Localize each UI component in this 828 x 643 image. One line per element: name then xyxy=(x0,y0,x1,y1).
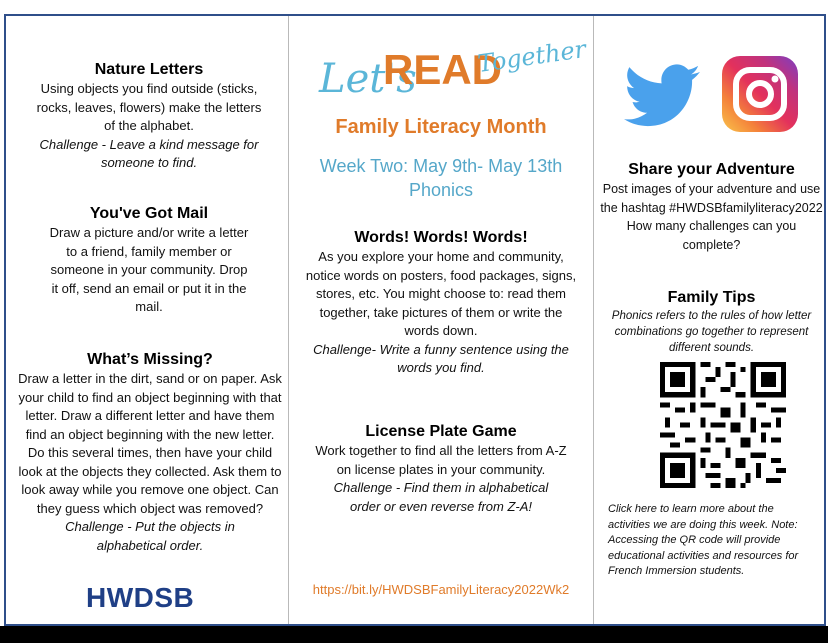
words-challenge: Challenge- Write a funny sentence using the words you find. xyxy=(313,341,569,375)
right-column xyxy=(593,16,828,624)
license-plate-section xyxy=(307,422,575,516)
lets-read-together-logo xyxy=(319,22,588,114)
nature-letters-body: Using objects you find outside (sticks, rocks, leaves, flowers) make the letters of the alphabet. xyxy=(36,81,262,133)
license-plate-challenge: Challenge - Find them in alphabetical order or even reverse from Z-A! xyxy=(333,480,549,514)
qr-note-text: Click here to learn more about the activities we are doing this week. Note: Accessing the QR code will provide educational activities and resources for French Immersion students. xyxy=(608,503,799,577)
family-tips-section xyxy=(608,288,815,356)
middle-column xyxy=(289,16,593,624)
whats-missing-title: What’s Missing? xyxy=(87,351,213,368)
words-body: As you explore your home and community, notice words on posters, food packages, signs, stores, etc. You might choose to: read them together, take pictures of them or write the words down. xyxy=(305,249,577,338)
youve-got-mail-body: Draw a picture and/or write a letter to a friend, family member or someone in your community. Drop it off, send an email or put it in the mail. xyxy=(49,225,249,314)
week-topic: Phonics xyxy=(408,180,474,200)
family-literacy-month-title: Family Literacy Month xyxy=(335,116,547,138)
qr-code[interactable] xyxy=(660,362,786,488)
logo-read: READ xyxy=(383,46,503,93)
flyer-frame xyxy=(4,14,826,626)
license-plate-body: Work together to find all the letters from A-Z on license plates in your community. xyxy=(315,443,567,477)
logo-lets: Let's xyxy=(319,56,417,102)
bottom-bar xyxy=(0,626,828,643)
week-dates: Week Two: May 9th- May 13th xyxy=(319,156,563,176)
family-tips-title: Family Tips xyxy=(667,289,756,306)
share-adventure-section xyxy=(600,160,823,254)
twitter-icon[interactable] xyxy=(624,64,700,128)
logo-together: Together xyxy=(475,35,588,78)
words-section xyxy=(303,228,579,378)
week-heading xyxy=(289,154,593,202)
literacy-link[interactable]: https://bit.ly/HWDSBFamilyLiteracy2022Wk2 xyxy=(312,582,570,597)
whats-missing-challenge: Challenge - Put the objects in alphabetical order. xyxy=(65,519,235,553)
license-plate-title: License Plate Game xyxy=(365,423,517,440)
qr-note xyxy=(608,502,818,580)
youve-got-mail-title: You've Got Mail xyxy=(89,205,209,222)
nature-letters-challenge: Challenge - Leave a kind message for someone to find. xyxy=(39,136,259,170)
whats-missing-body: Draw a letter in the dirt, sand or on paper. Ask your child to find an object beginning with that letter. Draw a different letter and have them find an object beginning with the new letter. Do this several times, then have your child look at the objects they collected. Ask them to look away while you remove one object. Can they guess which object was removed? xyxy=(18,371,282,516)
nature-letters-section xyxy=(18,60,280,173)
left-column xyxy=(6,16,289,624)
hwdsb-logo: HWDSB xyxy=(86,582,195,613)
words-title: Words! Words! Words! xyxy=(354,229,528,246)
family-tips-body: Phonics refers to the rules of how letter combinations go together to represent different sounds. xyxy=(611,310,812,354)
nature-letters-title: Nature Letters xyxy=(94,61,204,78)
instagram-icon[interactable] xyxy=(722,56,798,132)
share-adventure-title: Share your Adventure xyxy=(628,161,795,178)
youve-got-mail-section xyxy=(24,204,274,317)
whats-missing-section xyxy=(16,350,284,555)
share-adventure-body: Post images of your adventure and use the hashtag #HWDSBfamilyliteracy2022 How many challenges can you complete? xyxy=(600,182,823,252)
